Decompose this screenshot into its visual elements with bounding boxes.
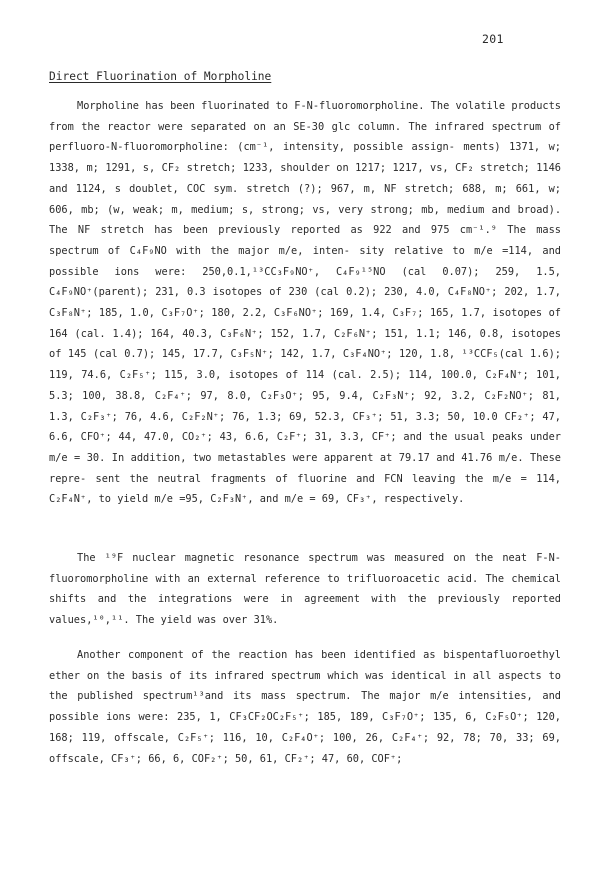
text-line: sent the neutral fragments of fluorine and FCN leaving the m/e = 114, C₂F₄N⁺, [49, 472, 561, 506]
text-line: ments) 1371, w; 1338, m; 1291, s, CF₂ stretch; 1233, shoulder on 1217; 1217, [49, 141, 561, 175]
text-line: spectrum of perfluoro-N-fluoromorpholine: (cm⁻¹, intensity, possible assign- [49, 120, 561, 154]
text-line: C₂F₃O⁺; 95, 9.4, C₂F₃N⁺; 92, 3.2, C₂F₂NO⁺; 81, 1.3, C₂F₃⁺; 76, 4.6, C₂F₂N⁺; [49, 389, 561, 423]
text-line: CO₂⁺; 43, 6.6, C₂F⁺; 31, 3.3, CF⁺; and the usual peaks under m/e = 30. In [49, 431, 561, 464]
text-line: to yield m/e =95, C₂F₃N⁺, and m/e = 69, CF₃⁺, respectively. [98, 493, 465, 506]
text-line: vs, CF₂ stretch; 1146 and 1124, s doublet, COC sym. stretch (?); 967, m, NF [49, 162, 561, 195]
text-line: 1.4, C₃F₇; 165, 1.7, isotopes of 164 (cal. 1.4); 164, 40.3, C₃F₆N⁺; 152, 1.7, [49, 307, 561, 340]
text-line: Another component of the reaction has been identified as bispentafluoroethyl [77, 649, 561, 661]
text-line: 78; 70, 33; 69, offscale, CF₃⁺; 66, 6, COF₂⁺; 50, 61, CF₂⁺; 47, 60, COF⁺; [49, 731, 561, 765]
text-line: of 114 (cal. 2.5); 114, 100.0, C₂F₄N⁺; 101, 5.3; 100, 38.8, C₂F₄⁺; 97, 8.0, [49, 369, 561, 402]
text-line: 1.7, C₃F₄NO⁺; 120, 1.8, ¹³CCF₅(cal 1.6); 119, 74.6, C₂F₅⁺; 115, 3.0, isotopes [49, 348, 561, 382]
text-line: products from the reactor were separated on an SE-30 glc column. The infrared [49, 100, 562, 133]
text-line: reported values,¹⁰,¹¹. The yield was over 31%. [49, 593, 562, 627]
text-line: stretch; 688, m; 661, w; 606, mb; (w, weak; m, medium; s, strong; vs, very [49, 182, 562, 216]
page-number: 201 [482, 32, 504, 46]
section-heading: Direct Fluorination of Morpholine [49, 70, 272, 83]
text-line: The ¹⁹F nuclear magnetic resonance spectrum was measured on the neat [77, 552, 528, 564]
paragraph-fluorination-results [49, 96, 561, 510]
text-line: the published spectrum¹³and its mass spectrum. The major m/e intensities, [49, 690, 533, 703]
text-line: strong; mb, medium and broad). The NF stretch has been previously reported [49, 203, 562, 237]
text-line: 4.0, C₄F₈NO⁺; 202, 1.7, C₃F₈N⁺; 185, 1.0, C₃F₇O⁺; 180, 2.2, C₃F₆NO⁺; 169, [49, 286, 561, 320]
text-line: Morpholine has been fluorinated to F-N-fluoromorpholine. The volatile [77, 100, 506, 112]
text-line: C₂F₆N⁺; 151, 1.1; 146, 0.8, isotopes of 145 (cal 0.7); 145, 17.7, C₃F₅N⁺; 142, [49, 327, 561, 361]
text-line: chemical shifts and the integrations were in agreement with the previously [49, 572, 561, 606]
text-line: F-N-fluoromorpholine with an external reference to trifluoroacetic acid. The [49, 552, 561, 585]
paragraph-ether-identification [49, 645, 561, 769]
text-line: sity relative to m/e =114, and possible ions were: 250,0.1,¹³CC₃F₉NO⁺, C₄F₉¹⁵NO [49, 244, 561, 278]
text-line: as 922 and 975 cm⁻¹.⁹ The mass spectrum of C₄F₉NO with the major m/e, inten- [49, 224, 561, 257]
text-line: (cal 0.07); 259, 1.5, C₄F₉NO⁺(parent); 231, 0.3 isotopes of 230 (cal 0.2); 230, [49, 265, 562, 299]
text-line: 76, 1.3; 69, 52.3, CF₃⁺; 51, 3.3; 50, 10.0 CF₂⁺; 47, 6.6, CFO⁺; 44, 47.0, [49, 410, 561, 444]
text-line: addition, two metastables were apparent at 79.17 and 41.76 m/e. These repre- [49, 451, 561, 485]
paragraph-nmr-results [49, 548, 561, 631]
text-line: C₂F₅O⁺; 120, 168; 119, offscale, C₂F₅⁺; 116, 10, C₂F₄O⁺; 100, 26, C₂F₄⁺; 92, [49, 711, 561, 744]
text-line: ether on the basis of its infrared spectrum which was identical in all aspects to [49, 669, 561, 682]
text-line: and possible ions were: 235, 1, CF₃CF₂OC₂F₅⁺; 185, 189, C₃F₇O⁺; 135, 6, [49, 690, 562, 724]
